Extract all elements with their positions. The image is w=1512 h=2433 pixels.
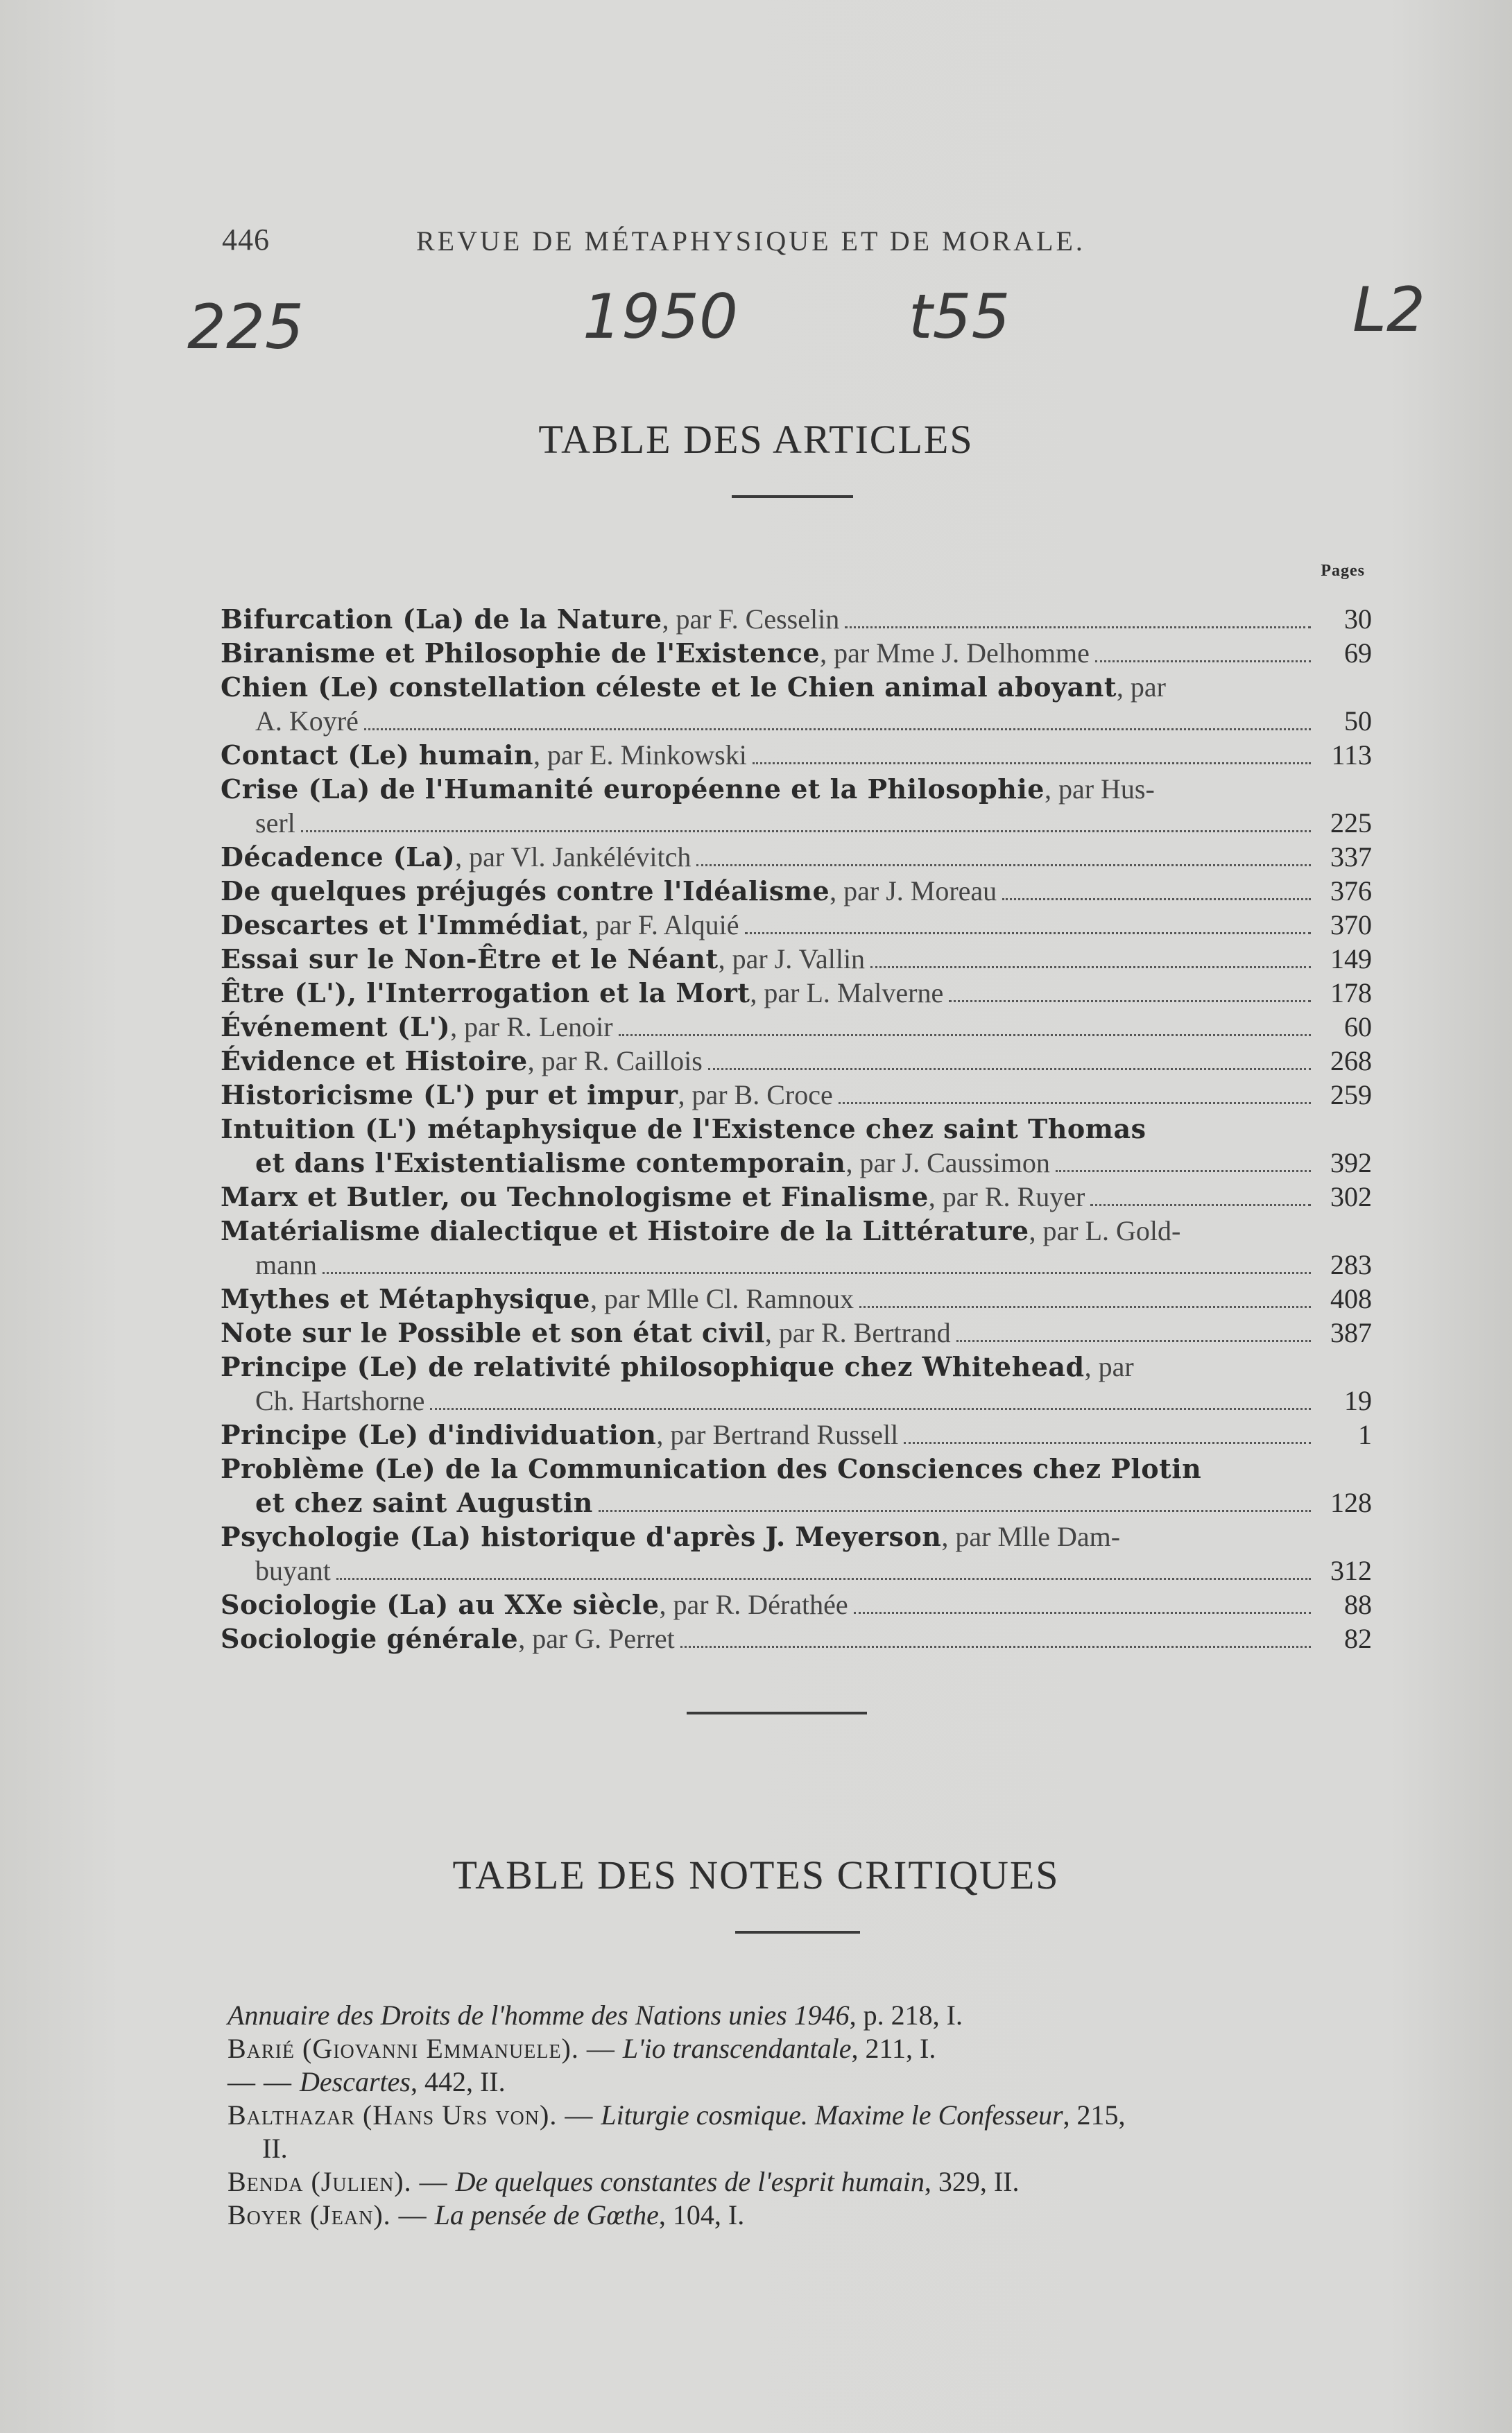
- dot-leader: [619, 1033, 1311, 1036]
- article-title: Biranisme et Philosophie de l'Existence: [221, 637, 821, 669]
- dot-leader: [753, 762, 1311, 764]
- note-entry: [227, 2065, 1372, 2099]
- note-work: Annuaire des Droits de l'homme des Nations unies 1946: [227, 2000, 850, 2031]
- note-author: — —: [227, 2066, 300, 2097]
- article-author: , par R. Lenoir: [450, 1011, 613, 1042]
- article-page: 392: [1330, 1147, 1372, 1178]
- article-page: 408: [1330, 1283, 1372, 1314]
- toc-entry: [221, 670, 1372, 704]
- toc-entry-line: [221, 874, 1372, 909]
- toc-entry-line: [221, 840, 1372, 875]
- toc-entry-continuation: [221, 1248, 1372, 1282]
- articles-list: [221, 602, 1372, 1656]
- note-ref: , 211, I.: [851, 2033, 936, 2064]
- dot-leader: [745, 931, 1311, 934]
- running-title: REVUE DE MÉTAPHYSIQUE ET DE MORALE.: [416, 225, 1085, 257]
- article-title: Marx et Butler, ou Technologisme et Finalisme: [221, 1181, 929, 1212]
- toc-entry: [221, 1214, 1372, 1248]
- handwritten-note-4: L2: [1352, 274, 1426, 345]
- article-title: Principe (Le) d'individuation: [221, 1419, 657, 1450]
- note-entry-continuation: [227, 2132, 1372, 2165]
- note-author: Boyer (Jean). —: [227, 2199, 435, 2230]
- article-author: , par E. Minkowski: [533, 739, 747, 771]
- article-author: , par Vl. Jankélévitch: [455, 841, 691, 872]
- toc-entry-line: [221, 1146, 1372, 1180]
- article-author: , par R. Caillois: [527, 1045, 703, 1076]
- notes-heading: TABLE DES NOTES CRITIQUES: [452, 1852, 1060, 1898]
- toc-entry: [221, 976, 1372, 1010]
- toc-entry: [221, 908, 1372, 942]
- article-title: Chien (Le) constellation céleste et le Chien animal aboyant: [221, 671, 1117, 703]
- article-page: 60: [1344, 1011, 1372, 1042]
- article-page: 1: [1358, 1419, 1372, 1450]
- article-page: 302: [1330, 1181, 1372, 1212]
- toc-entry-continuation: [221, 1146, 1372, 1180]
- article-title: Principe (Le) de relativité philosophique chez Whitehead: [221, 1351, 1085, 1382]
- dot-leader: [336, 1577, 1311, 1580]
- article-author: , par L. Gold-: [1029, 1215, 1181, 1246]
- toc-entry: [221, 1010, 1372, 1044]
- article-page: 128: [1330, 1487, 1372, 1518]
- toc-entry: [221, 772, 1372, 806]
- dot-leader: [696, 863, 1311, 866]
- article-title: Sociologie générale: [221, 1623, 519, 1654]
- dot-leader: [859, 1305, 1311, 1308]
- toc-entry-line: [221, 1588, 1372, 1622]
- page-number: 446: [222, 223, 270, 257]
- article-author: , par: [1084, 1351, 1134, 1382]
- toc-entry: [221, 1078, 1372, 1112]
- dot-leader: [949, 999, 1311, 1002]
- article-title: Bifurcation (La) de la Nature: [221, 603, 662, 635]
- article-page: 387: [1330, 1317, 1372, 1348]
- article-title: Note sur le Possible et son état civil: [221, 1317, 765, 1348]
- dot-leader: [430, 1407, 1311, 1410]
- toc-entry-line: [221, 1078, 1372, 1112]
- toc-entry-line: [221, 1316, 1372, 1350]
- article-author: , par G. Perret: [518, 1623, 675, 1654]
- toc-entry-line: [221, 1180, 1372, 1214]
- article-author-cont: Ch. Hartshorne: [255, 1385, 425, 1416]
- article-author: , par: [1116, 671, 1166, 703]
- article-page: 30: [1344, 603, 1372, 635]
- note-entry: [227, 2032, 1372, 2065]
- note-ref: , 442, II.: [410, 2066, 506, 2097]
- article-author: , par L. Malverne: [750, 977, 944, 1008]
- article-page: 88: [1344, 1589, 1372, 1620]
- note-author: Barié (Giovanni Emmanuele). —: [227, 2033, 623, 2064]
- toc-entry-continuation: [221, 1486, 1372, 1520]
- article-author-cont: , par J. Caussimon: [845, 1147, 1050, 1178]
- article-title: Mythes et Métaphysique: [221, 1283, 590, 1314]
- note-entry: [227, 2165, 1372, 2199]
- article-title: Décadence (La): [221, 841, 456, 872]
- article-author-cont: mann: [255, 1249, 317, 1280]
- toc-entry-line: [221, 1214, 1372, 1248]
- dot-leader: [1002, 897, 1311, 900]
- toc-entry-line: [221, 670, 1372, 704]
- toc-entry-line: [221, 908, 1372, 943]
- article-page: 113: [1331, 739, 1372, 771]
- toc-entry: [221, 1622, 1372, 1656]
- toc-entry-line: [221, 636, 1372, 671]
- toc-entry: [221, 1452, 1372, 1486]
- note-author: Balthazar (Hans Urs von). —: [227, 2099, 601, 2131]
- dot-leader: [680, 1645, 1311, 1648]
- toc-entry: [221, 1588, 1372, 1622]
- article-title: Évidence et Histoire: [221, 1045, 528, 1076]
- article-page: 178: [1330, 977, 1372, 1008]
- note-ref: , p. 218, I.: [849, 2000, 963, 2031]
- toc-entry-line: [221, 1418, 1372, 1452]
- note-work: L'io transcendantale: [622, 2033, 852, 2064]
- article-page: 268: [1330, 1045, 1372, 1076]
- article-author: , par F. Cesselin: [662, 603, 840, 635]
- toc-entry: [221, 738, 1372, 772]
- note-ref: , 329, II.: [924, 2166, 1020, 2197]
- article-author: , par J. Vallin: [718, 943, 866, 974]
- article-title: Contact (Le) humain: [221, 739, 534, 771]
- toc-entry-line: [221, 942, 1372, 977]
- article-page: 283: [1330, 1249, 1372, 1280]
- toc-entry-line: [221, 976, 1372, 1011]
- handwritten-note-3: t55: [909, 281, 1011, 352]
- toc-entry: [221, 1282, 1372, 1316]
- dot-leader: [1056, 1169, 1311, 1172]
- article-title: Matérialisme dialectique et Histoire de la Littérature: [221, 1215, 1029, 1246]
- dot-leader: [301, 829, 1311, 832]
- toc-entry-line: [221, 1520, 1372, 1554]
- article-page: 19: [1344, 1385, 1372, 1416]
- article-title: Essai sur le Non-Être et le Néant: [221, 943, 719, 974]
- article-title-cont: et chez saint Augustin: [255, 1487, 593, 1518]
- toc-entry: [221, 874, 1372, 908]
- toc-entry-continuation: [221, 806, 1372, 840]
- article-author: , par Bertrand Russell: [656, 1419, 899, 1450]
- handwritten-note-2: 1950: [583, 281, 738, 352]
- note-ref: , 104, I.: [658, 2199, 745, 2230]
- note-entry: [227, 2099, 1372, 2132]
- dot-leader: [323, 1271, 1311, 1274]
- dot-leader: [1095, 660, 1311, 662]
- articles-heading-rule: [732, 495, 853, 498]
- article-author-cont: A. Koyré: [255, 705, 359, 737]
- toc-entry: [221, 1520, 1372, 1554]
- section-divider: [687, 1712, 867, 1714]
- toc-entry-line: [221, 738, 1372, 773]
- toc-entry-continuation: [221, 1384, 1372, 1418]
- article-title: Descartes et l'Immédiat: [221, 909, 582, 940]
- article-page: 149: [1330, 943, 1372, 974]
- articles-table: [221, 562, 1372, 1656]
- note-entry: [227, 2199, 1372, 2232]
- note-author: Benda (Julien). —: [227, 2166, 456, 2197]
- note-entry: [227, 1999, 1372, 2032]
- toc-entry: [221, 840, 1372, 874]
- article-author: , par Mlle Dam-: [941, 1521, 1121, 1552]
- toc-entry-continuation: [221, 1554, 1372, 1588]
- toc-entry-line: [221, 1452, 1372, 1486]
- article-page: 312: [1330, 1555, 1372, 1586]
- dot-leader: [708, 1067, 1311, 1070]
- toc-entry: [221, 1044, 1372, 1078]
- toc-entry-line: [221, 1486, 1372, 1520]
- article-author: , par F. Alquié: [581, 909, 739, 940]
- dot-leader: [1090, 1203, 1311, 1206]
- article-page: 225: [1330, 807, 1372, 839]
- dot-leader: [870, 965, 1311, 968]
- article-title: Sociologie (La) au XXe siècle: [221, 1589, 660, 1620]
- article-author: , par R. Ruyer: [928, 1181, 1085, 1212]
- article-author-cont: buyant: [255, 1555, 331, 1586]
- article-page: 50: [1344, 705, 1372, 737]
- dot-leader: [854, 1611, 1311, 1614]
- article-page: 376: [1330, 875, 1372, 906]
- article-author-cont: serl: [255, 807, 295, 839]
- dot-leader: [839, 1101, 1311, 1104]
- pages-column-label: Pages: [1321, 562, 1365, 580]
- toc-entry-line: [221, 1622, 1372, 1656]
- article-title: Être (L'), l'Interrogation et la Mort: [221, 977, 750, 1008]
- article-title: Problème (Le) de la Communication des Consciences chez Plotin: [221, 1453, 1202, 1484]
- toc-entry-line: [221, 1044, 1372, 1078]
- handwritten-note-1: 225: [187, 291, 304, 363]
- toc-entry: [221, 1180, 1372, 1214]
- toc-entry-line: [221, 1554, 1372, 1588]
- article-author: , par Mme J. Delhomme: [820, 637, 1090, 669]
- toc-entry: [221, 1112, 1372, 1146]
- toc-entry-line: [221, 704, 1372, 739]
- article-title: Événement (L'): [221, 1011, 451, 1042]
- toc-entry: [221, 602, 1372, 636]
- toc-entry-line: [221, 1112, 1372, 1146]
- article-title: Psychologie (La) historique d'après J. Meyerson: [221, 1521, 942, 1552]
- dot-leader: [904, 1441, 1311, 1444]
- toc-entry: [221, 942, 1372, 976]
- article-page: 69: [1344, 637, 1372, 669]
- toc-entry: [221, 1350, 1372, 1384]
- toc-entry-line: [221, 1248, 1372, 1282]
- article-author: , par B. Croce: [678, 1079, 833, 1110]
- note-work: Liturgie cosmique. Maxime le Confesseur: [601, 2099, 1063, 2131]
- dot-leader: [956, 1339, 1311, 1342]
- toc-entry: [221, 1418, 1372, 1452]
- article-title-cont: et dans l'Existentialisme contemporain: [255, 1147, 846, 1178]
- toc-entry: [221, 636, 1372, 670]
- dot-leader: [845, 626, 1311, 628]
- dot-leader: [599, 1509, 1311, 1512]
- toc-entry-line: [221, 806, 1372, 841]
- article-page: 337: [1330, 841, 1372, 872]
- toc-entry-line: [221, 602, 1372, 637]
- article-title: Crise (La) de l'Humanité européenne et la Philosophie: [221, 773, 1045, 805]
- toc-entry-line: [221, 1010, 1372, 1044]
- toc-entry-line: [221, 1350, 1372, 1384]
- toc-entry-line: [221, 1282, 1372, 1316]
- article-title: Intuition (L') métaphysique de l'Existence chez saint Thomas: [221, 1113, 1146, 1144]
- dot-leader: [364, 728, 1311, 730]
- notes-list: [227, 1999, 1372, 2232]
- note-work: Descartes: [300, 2066, 411, 2097]
- toc-entry-line: [221, 1384, 1372, 1418]
- notes-heading-rule: [735, 1931, 860, 1934]
- article-title: Historicisme (L') pur et impur: [221, 1079, 678, 1110]
- article-title: De quelques préjugés contre l'Idéalisme: [221, 875, 830, 906]
- article-author: , par R. Bertrand: [764, 1317, 951, 1348]
- note-ref: , 215,: [1063, 2099, 1126, 2131]
- article-page: 259: [1330, 1079, 1372, 1110]
- toc-entry-line: [221, 772, 1372, 806]
- article-author: , par R. Dérathée: [659, 1589, 848, 1620]
- article-author: , par Hus-: [1044, 773, 1155, 805]
- toc-entry-continuation: [221, 704, 1372, 738]
- note-work: De quelques constantes de l'esprit humain: [455, 2166, 925, 2197]
- article-page: 82: [1344, 1623, 1372, 1654]
- articles-heading: TABLE DES ARTICLES: [538, 417, 974, 462]
- article-author: , par J. Moreau: [830, 875, 997, 906]
- note-work: La pensée de Gœthe: [434, 2199, 659, 2230]
- article-author: , par Mlle Cl. Ramnoux: [590, 1283, 854, 1314]
- note-ref-cont: II.: [262, 2133, 288, 2164]
- article-page: 370: [1330, 909, 1372, 940]
- toc-entry: [221, 1316, 1372, 1350]
